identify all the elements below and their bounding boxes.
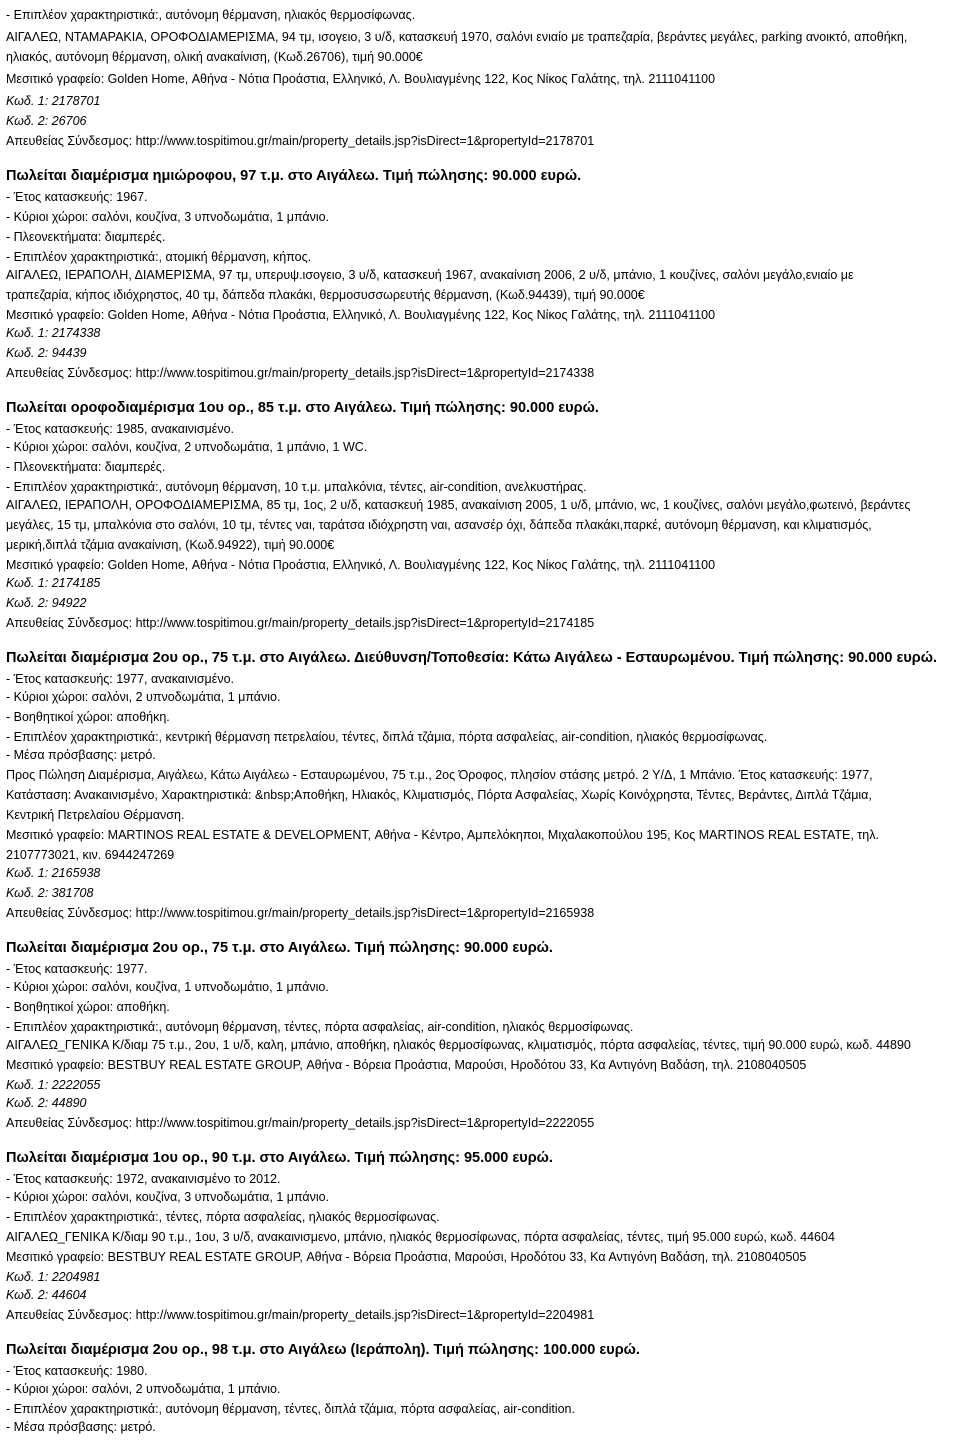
text-line: Μεσιτικό γραφείο: MARTINOS REAL ESTATE & DEVELOPMENT, Αθήνα - Κέντρο, Αμπελόκηποι, Μιχαλακοπούλου 195, Κος MARTINOS REAL ESTATE, τηλ. bbox=[6, 828, 879, 842]
text-line: ΑΙΓΑΛΕΩ, ΝΤΑΜΑΡΑΚΙΑ, ΟΡΟΦΟΔΙΑΜΕΡΙΣΜΑ, 94 τμ, ισογειο, 3 υ/δ, κατασκευή 1970, σαλόνι ενιαίο με τραπεζαρία, βεράντες μεγάλες, parking ανοικτό, αποθήκη, bbox=[6, 30, 908, 44]
text-line: - Έτος κατασκευής: 1972, ανακαινισμένο το 2012. bbox=[6, 1172, 281, 1186]
text-line: Κωδ. 2: 94922 bbox=[6, 596, 87, 610]
text-line: - Κύριοι χώροι: σαλόνι, κουζίνα, 3 υπνοδωμάτια, 1 μπάνιο. bbox=[6, 1190, 330, 1204]
text-line: Κωδ. 1: 2178701 bbox=[6, 94, 101, 108]
text-line: ΑΙΓΑΛΕΩ, ΙΕΡΑΠΟΛΗ, ΔΙΑΜΕΡΙΣΜΑ, 97 τμ, υπερυψ.ισογειο, 3 υ/δ, κατασκευή 1967, ανακαίνιση 2006, 2 υ/δ, μπάνιο, 1 κουζίνες, σαλόνι μεγάλο,ενιαίο με bbox=[6, 268, 854, 282]
text-line: - Βοηθητικοί χώροι: αποθήκη. bbox=[6, 710, 170, 724]
listing-heading: Πωλείται οροφοδιαμέρισμα 1ου ορ., 85 τ.μ. στο Αιγάλεω. Τιμή πώλησης: 90.000 ευρώ. bbox=[6, 400, 599, 416]
direct-link-line[interactable]: Απευθείας Σύνδεσμος: http://www.tospitimou.gr/main/property_details.jsp?isDirect=1&propertyId=2222055 bbox=[6, 1116, 595, 1130]
text-line: - Κύριοι χώροι: σαλόνι, 2 υπνοδωμάτια, 1 μπάνιο. bbox=[6, 1382, 281, 1396]
text-line: ΑΙΓΑΛΕΩ_ΓΕΝΙΚΑ Κ/διαμ 75 τ.μ., 2ου, 1 υ/δ, καλη, μπάνιο, αποθήκη, ηλιακός θερμοσίφωνας, κλιματισμός, πόρτα ασφαλείας, τέντες, τιμή 90.000 ευρώ, κωδ. 44890 bbox=[6, 1038, 911, 1052]
text-line: - Έτος κατασκευής: 1977. bbox=[6, 962, 148, 976]
text-line: Κωδ. 2: 26706 bbox=[6, 114, 87, 128]
text-line: ΑΙΓΑΛΕΩ_ΓΕΝΙΚΑ Κ/διαμ 90 τ.μ., 1ου, 3 υ/δ, ανακαινισμενο, μπάνιο, ηλιακός θερμοσίφωνας, πόρτα ασφαλείας, τέντες, τιμή 95.000 ευρώ, κωδ. 44604 bbox=[6, 1230, 835, 1244]
text-line: - Έτος κατασκευής: 1977, ανακαινισμένο. bbox=[6, 672, 235, 686]
text-line: Κωδ. 2: 44890 bbox=[6, 1096, 87, 1110]
text-line: - Επιπλέον χαρακτηριστικά:, κεντρική θέρμανση πετρελαίου, τέντες, διπλά τζάμια, πόρτα ασφαλείας, air-condition, ηλιακός θερμοσίφωνας. bbox=[6, 730, 768, 744]
text-line: - Κύριοι χώροι: σαλόνι, κουζίνα, 3 υπνοδωμάτια, 1 μπάνιο. bbox=[6, 210, 330, 224]
text-line: Κωδ. 1: 2174185 bbox=[6, 576, 101, 590]
listing-heading: Πωλείται διαμέρισμα ημιώροφου, 97 τ.μ. στο Αιγάλεω. Τιμή πώλησης: 90.000 ευρώ. bbox=[6, 168, 582, 184]
text-line: - Επιπλέον χαρακτηριστικά:, αυτόνομη θέρμανση, 10 τ.μ. μπαλκόνια, τέντες, air-condition, ανελκυστήρας. bbox=[6, 480, 587, 494]
text-line: τραπεζαρία, κήπος ιδιόχρηστος, 40 τμ, δάπεδα πλακάκι, θερμοσυσσωρευτής θέρμανση, (Κωδ.94439), τιμή 90.000€ bbox=[6, 288, 645, 302]
text-line: - Επιπλέον χαρακτηριστικά:, αυτόνομη θέρμανση, ηλιακός θερμοσίφωνας. bbox=[6, 8, 416, 22]
listing-heading: Πωλείται διαμέρισμα 2ου ορ., 75 τ.μ. στο Αιγάλεω. Διεύθυνση/Τοποθεσία: Κάτω Αιγάλεω - Εσταυρωμένου. Τιμή πώλησης: 90.000 ευρώ. bbox=[6, 650, 938, 666]
text-line: - Μέσα πρόσβασης: μετρό. bbox=[6, 748, 156, 762]
text-line: μεγάλες, 15 τμ, μπαλκόνια στο σαλόνι, 10 τμ, τέντες ναι, ταράτσα ιδιόχρηστη ναι, ασανσέρ όχι, δάπεδα πλακάκι,παρκέ, αυτόνομη θέρμανση, και κλιματισμός, bbox=[6, 518, 872, 532]
text-line: - Επιπλέον χαρακτηριστικά:, τέντες, πόρτα ασφαλείας, ηλιακός θερμοσίφωνας. bbox=[6, 1210, 440, 1224]
direct-link-line[interactable]: Απευθείας Σύνδεσμος: http://www.tospitimou.gr/main/property_details.jsp?isDirect=1&propertyId=2165938 bbox=[6, 906, 595, 920]
text-line: Μεσιτικό γραφείο: Golden Home, Αθήνα - Νότια Προάστια, Ελληνικό, Λ. Βουλιαγμένης 122, Κος Νίκος Γαλάτης, τηλ. 2111041100 bbox=[6, 558, 716, 572]
text-line: - Έτος κατασκευής: 1967. bbox=[6, 190, 148, 204]
direct-link-line[interactable]: Απευθείας Σύνδεσμος: http://www.tospitimou.gr/main/property_details.jsp?isDirect=1&propertyId=2178701 bbox=[6, 134, 595, 148]
text-line: Κεντρική Πετρελαίου Θέρμανση. bbox=[6, 808, 185, 822]
text-line: ΑΙΓΑΛΕΩ, ΙΕΡΑΠΟΛΗ, ΟΡΟΦΟΔΙΑΜΕΡΙΣΜΑ, 85 τμ, 1ος, 2 υ/δ, κατασκευή 1985, ανακαίνιση 2005, 1 υ/δ, μπάνιο, wc, 1 κουζίνες, σαλόνι μεγάλο,φωτεινό, βεράντες bbox=[6, 498, 911, 512]
text-line: - Πλεονεκτήματα: διαμπερές. bbox=[6, 230, 166, 244]
text-line: Κωδ. 2: 44604 bbox=[6, 1288, 87, 1302]
direct-link-line[interactable]: Απευθείας Σύνδεσμος: http://www.tospitimou.gr/main/property_details.jsp?isDirect=1&propertyId=2174338 bbox=[6, 366, 595, 380]
text-line: - Επιπλέον χαρακτηριστικά:, αυτόνομη θέρμανση, τέντες, πόρτα ασφαλείας, air-condition, ηλιακός θερμοσίφωνας. bbox=[6, 1020, 634, 1034]
text-line: Κωδ. 2: 381708 bbox=[6, 886, 94, 900]
text-line: Προς Πώληση Διαμέρισμα, Αιγάλεω, Κάτω Αιγάλεω - Εσταυρωμένου, 75 τ.μ., 2ος Όροφος, πλησίον στάσης μετρό. 2 Υ/Δ, 1 Μπάνιο. Έτος κατασκευής: 1977, bbox=[6, 768, 873, 782]
text-line: - Μέσα πρόσβασης: μετρό. bbox=[6, 1420, 156, 1434]
listing-heading: Πωλείται διαμέρισμα 2ου ορ., 98 τ.μ. στο Αιγάλεω (Ιεράπολη). Τιμή πώλησης: 100.000 ευρώ. bbox=[6, 1342, 640, 1358]
text-line: - Πλεονεκτήματα: διαμπερές. bbox=[6, 460, 166, 474]
text-line: Μεσιτικό γραφείο: BESTBUY REAL ESTATE GROUP, Αθήνα - Βόρεια Προάστια, Μαρούσι, Ηροδότου 33, Κα Αντιγόνη Βαδάση, τηλ. 2108040505 bbox=[6, 1250, 807, 1264]
text-line: - Κύριοι χώροι: σαλόνι, 2 υπνοδωμάτια, 1 μπάνιο. bbox=[6, 690, 281, 704]
text-line: Μεσιτικό γραφείο: Golden Home, Αθήνα - Νότια Προάστια, Ελληνικό, Λ. Βουλιαγμένης 122, Κος Νίκος Γαλάτης, τηλ. 2111041100 bbox=[6, 308, 716, 322]
text-line: 2107773021, κιν. 6944247269 bbox=[6, 848, 175, 862]
text-line: - Κύριοι χώροι: σαλόνι, κουζίνα, 2 υπνοδωμάτια, 1 μπάνιο, 1 WC. bbox=[6, 440, 368, 454]
listing-heading: Πωλείται διαμέρισμα 2ου ορ., 75 τ.μ. στο Αιγάλεω. Τιμή πώλησης: 90.000 ευρώ. bbox=[6, 940, 553, 956]
text-line: Κωδ. 1: 2204981 bbox=[6, 1270, 101, 1284]
text-line: - Κύριοι χώροι: σαλόνι, κουζίνα, 1 υπνοδωμάτιο, 1 μπάνιο. bbox=[6, 980, 329, 994]
text-line: Κωδ. 1: 2174338 bbox=[6, 326, 101, 340]
text-line: - Έτος κατασκευής: 1980. bbox=[6, 1364, 148, 1378]
text-line: - Βοηθητικοί χώροι: αποθήκη. bbox=[6, 1000, 170, 1014]
direct-link-line[interactable]: Απευθείας Σύνδεσμος: http://www.tospitimou.gr/main/property_details.jsp?isDirect=1&propertyId=2204981 bbox=[6, 1308, 595, 1322]
text-line: Κωδ. 2: 94439 bbox=[6, 346, 87, 360]
listing-heading: Πωλείται διαμέρισμα 1ου ορ., 90 τ.μ. στο Αιγάλεω. Τιμή πώλησης: 95.000 ευρώ. bbox=[6, 1150, 553, 1166]
text-line: Κωδ. 1: 2222055 bbox=[6, 1078, 101, 1092]
direct-link-line[interactable]: Απευθείας Σύνδεσμος: http://www.tospitimou.gr/main/property_details.jsp?isDirect=1&propertyId=2174185 bbox=[6, 616, 595, 630]
text-line: - Έτος κατασκευής: 1985, ανακαινισμένο. bbox=[6, 422, 235, 436]
text-line: ηλιακός, αυτόνομη θέρμανση, ολική ανακαίνιση, (Κωδ.26706), τιμή 90.000€ bbox=[6, 50, 423, 64]
text-line: Κωδ. 1: 2165938 bbox=[6, 866, 101, 880]
text-line: Μεσιτικό γραφείο: Golden Home, Αθήνα - Νότια Προάστια, Ελληνικό, Λ. Βουλιαγμένης 122, Κος Νίκος Γαλάτης, τηλ. 2111041100 bbox=[6, 72, 716, 86]
text-line: Μεσιτικό γραφείο: BESTBUY REAL ESTATE GROUP, Αθήνα - Βόρεια Προάστια, Μαρούσι, Ηροδότου 33, Κα Αντιγόνη Βαδάση, τηλ. 2108040505 bbox=[6, 1058, 807, 1072]
text-line: μερική,διπλά τζάμια ανακαίνιση, (Κωδ.94922), τιμή 90.000€ bbox=[6, 538, 335, 552]
text-line: - Επιπλέον χαρακτηριστικά:, ατομική θέρμανση, κήπος. bbox=[6, 250, 312, 264]
text-line: Κατάσταση: Ανακαινισμένο, Χαρακτηριστικά: &nbsp;Αποθήκη, Ηλιακός, Κλιματισμός, Πόρτα Ασφαλείας, Χωρίς Κοινόχρηστα, Τέντες, Βεράντες, Διπλά Τζάμια, bbox=[6, 788, 872, 802]
text-line: - Επιπλέον χαρακτηριστικά:, αυτόνομη θέρμανση, τέντες, διπλά τζάμια, πόρτα ασφαλείας, air-condition. bbox=[6, 1402, 575, 1416]
